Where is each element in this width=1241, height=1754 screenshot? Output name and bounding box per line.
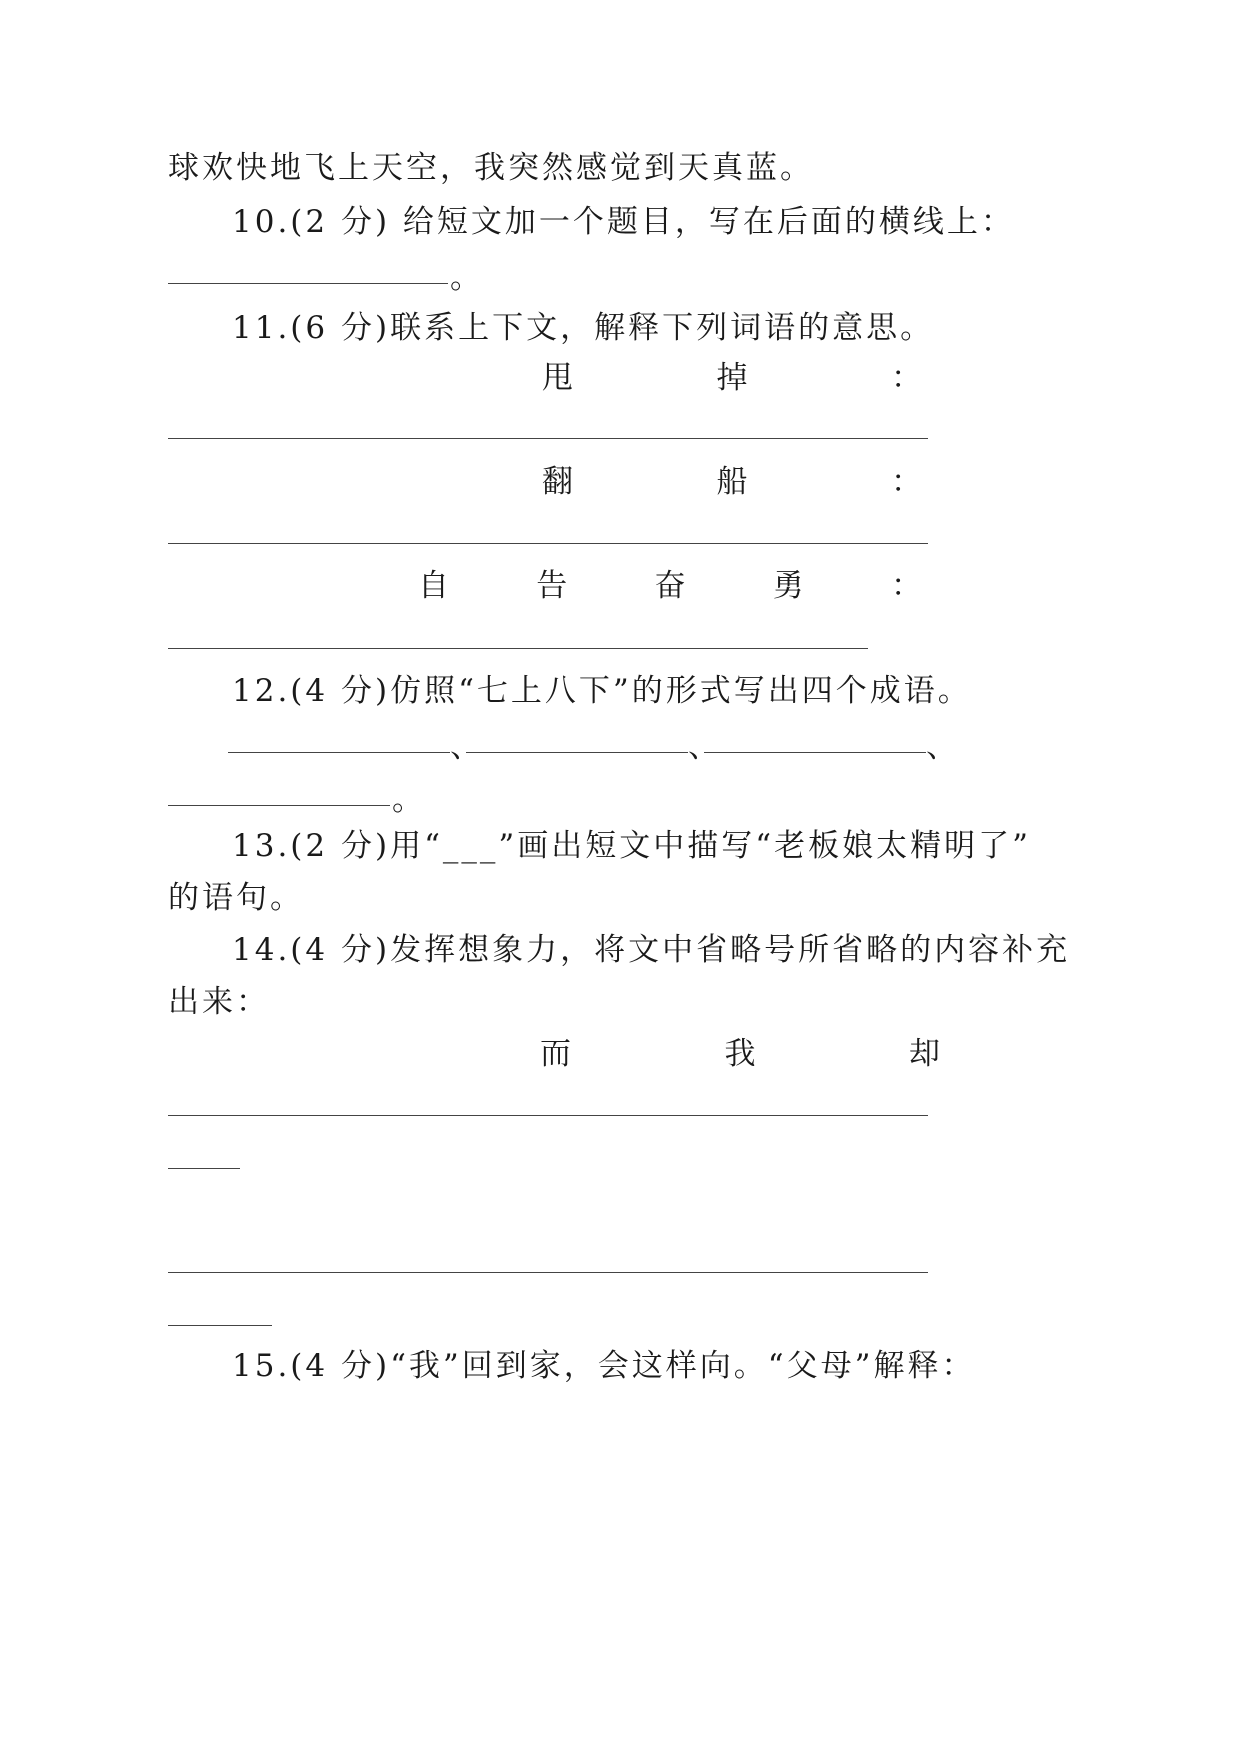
answer-blank-q14-1[interactable] [168, 1115, 928, 1116]
question-15: 15.(4 分)“我”回到家，会这样向。“父母”解释： [232, 1348, 976, 1384]
separator: 、 [926, 729, 960, 765]
word-char: 船 [716, 464, 748, 500]
text-line: 球欢快地飞上天空，我突然感觉到天真蓝。 [168, 150, 814, 186]
word-char: 奋 [654, 568, 686, 604]
word-char: 却 [909, 1036, 940, 1072]
period: 。 [392, 782, 426, 818]
answer-blank-idiom-4[interactable] [168, 805, 390, 806]
answer-blank-idiom-2[interactable] [466, 752, 688, 753]
answer-blank-word-1[interactable] [168, 438, 928, 439]
word-row-2 [542, 462, 922, 502]
answer-blank-q14-3[interactable] [168, 1272, 928, 1273]
answer-blank-idiom-1[interactable] [228, 752, 450, 753]
question-14: 14.(4 分)发挥想象力，将文中省略号所省略的内容补充 [232, 932, 1071, 968]
answer-blank-idiom-3[interactable] [704, 752, 926, 753]
word-char: 勇 [772, 568, 804, 604]
word-row-3 [418, 566, 922, 606]
colon: ： [891, 360, 922, 396]
word-char: 甩 [542, 360, 573, 396]
word-char: 而 [540, 1036, 571, 1072]
question-11: 11.(6 分)联系上下文，解释下列词语的意思。 [232, 310, 935, 346]
word-char: 自 [418, 568, 449, 604]
word-row-4 [540, 1034, 940, 1074]
word-char: 掉 [716, 360, 748, 396]
question-10: 10.(2 分) 给短文加一个题目，写在后面的横线上： [232, 204, 1015, 240]
question-13-continued: 的语句。 [168, 880, 304, 916]
separator: 、 [688, 729, 722, 765]
answer-blank-word-3[interactable] [168, 648, 868, 649]
word-char: 我 [724, 1036, 756, 1072]
colon: ： [891, 568, 922, 604]
question-12: 12.(4 分)仿照“七上八下”的形式写出四个成语。 [232, 673, 972, 709]
separator: 、 [450, 729, 484, 765]
answer-blank-q14-2[interactable] [168, 1168, 240, 1169]
word-char: 翻 [542, 464, 573, 500]
word-row-1 [542, 358, 922, 398]
answer-blank-q10[interactable] [168, 283, 448, 284]
answer-blank-q14-4[interactable] [168, 1325, 272, 1326]
word-char: 告 [536, 568, 568, 604]
question-14-continued: 出来： [168, 984, 270, 1020]
answer-blank-word-2[interactable] [168, 543, 928, 544]
period: 。 [450, 260, 484, 296]
colon: ： [891, 464, 922, 500]
question-13: 13.(2 分)用“___”画出短文中描写“老板娘太精明了” [232, 828, 1031, 864]
